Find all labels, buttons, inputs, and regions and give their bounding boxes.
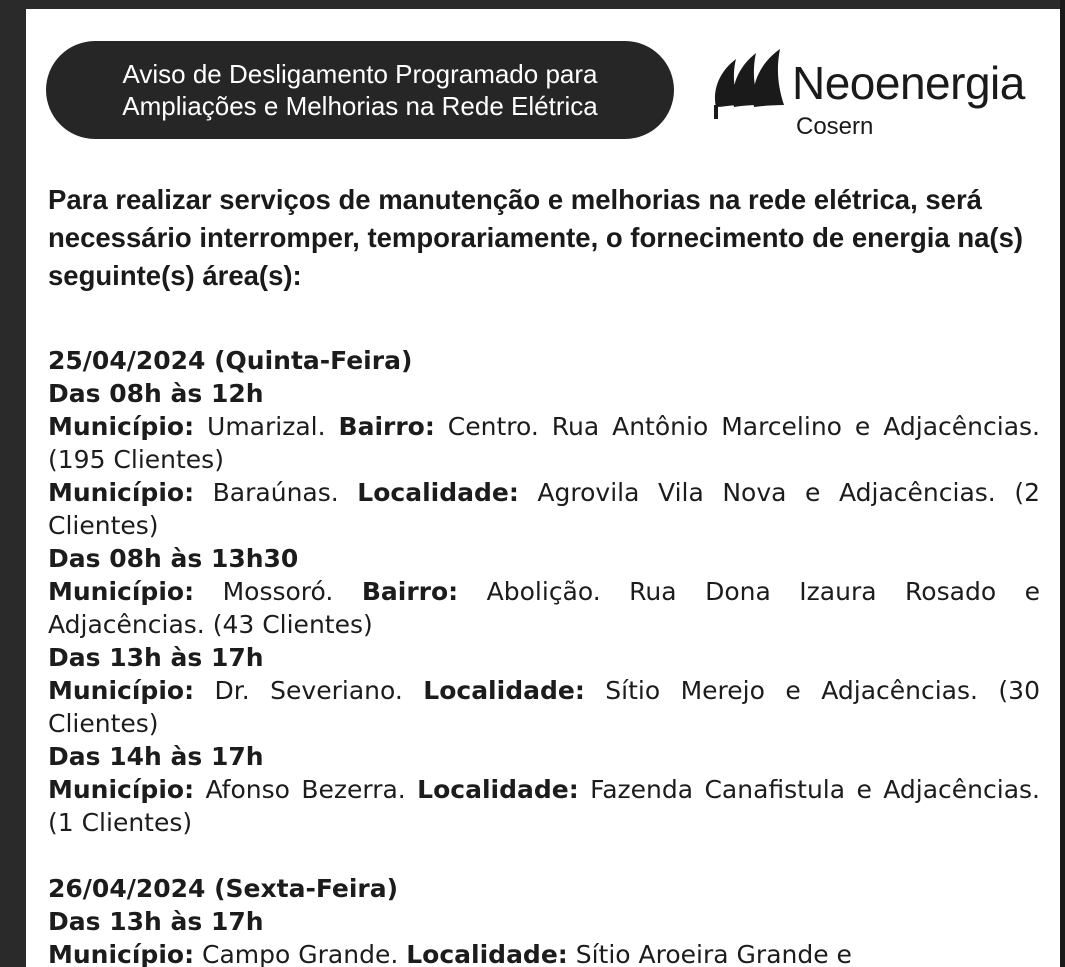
day-date: 25/04/2024 (Quinta-Feira) (48, 346, 413, 375)
time-slot: Das 08h às 13h30 (48, 544, 299, 573)
place-label: Localidade: (423, 676, 585, 705)
place-label: Localidade: (417, 775, 579, 804)
notice-title-banner (46, 41, 674, 139)
time-slot: Das 13h às 17h (48, 643, 264, 672)
municipio-name: Mossoró. (194, 577, 362, 606)
notice-title-line-2: Ampliações e Melhorias na Rede Elétrica (122, 91, 598, 121)
place-details: Agrovila Vila Nova e Adjacências. (2 Clientes) (48, 478, 1040, 540)
place-details: Fazenda Canafistula e Adjacências. (1 Clientes) (48, 775, 1040, 837)
day-block (48, 344, 1040, 839)
outage-entry (48, 674, 1040, 740)
municipio-label: Município: (48, 775, 195, 804)
municipio-name: Campo Grande. (194, 940, 407, 967)
outage-schedule (48, 344, 1040, 967)
outage-entry (48, 575, 1040, 641)
place-details: Sítio Merejo e Adjacências. (30 Clientes) (48, 676, 1040, 738)
municipio-label: Município: (48, 676, 195, 705)
notice-title-line-1: Aviso de Desligamento Programado para (122, 59, 598, 89)
municipio-label: Município: (48, 478, 195, 507)
outage-entry (48, 476, 1040, 542)
time-slot: Das 13h às 17h (48, 907, 264, 936)
logo-wordmark: Neoenergia (792, 57, 1025, 109)
place-details: Abolição. Rua Dona Izaura Rosado e Adjacências. (43 Clientes) (48, 577, 1040, 639)
municipio-name: Baraúnas. (194, 478, 358, 507)
municipio-name: Dr. Severiano. (194, 676, 424, 705)
place-label: Bairro: (361, 577, 459, 606)
notice-page (26, 9, 1060, 967)
outage-entry (48, 938, 1040, 967)
place-details: Centro. Rua Antônio Marcelino e Adjacências. (195 Clientes) (48, 412, 1040, 474)
leaf-flame-logo-icon (710, 47, 788, 121)
municipio-label: Município: (48, 412, 195, 441)
time-slot: Das 14h às 17h (48, 742, 264, 771)
outage-entry (48, 410, 1040, 476)
outage-entry (48, 773, 1040, 839)
municipio-label: Município: (48, 940, 195, 967)
place-label: Localidade: (406, 940, 568, 967)
municipio-name: Umarizal. (194, 412, 339, 441)
place-details: Sítio Aroeira Grande e (567, 940, 852, 967)
municipio-label: Município: (48, 577, 195, 606)
place-label: Bairro: (338, 412, 435, 441)
day-date: 26/04/2024 (Sexta-Feira) (48, 874, 399, 903)
municipio-name: Afonso Bezerra. (194, 775, 418, 804)
intro-paragraph: Para realizar serviços de manutenção e melhorias na rede elétrica, será necessário interromper, temporariamente, o fornecimento de energia na(s) seguinte(s) área(s): (48, 184, 1024, 291)
time-slot: Das 08h às 12h (48, 379, 264, 408)
logo-subtitle: Cosern (796, 113, 874, 140)
photo-frame-edge (1060, 0, 1065, 967)
place-label: Localidade: (357, 478, 519, 507)
day-block (48, 872, 1040, 967)
neoenergia-logo (710, 45, 1040, 145)
